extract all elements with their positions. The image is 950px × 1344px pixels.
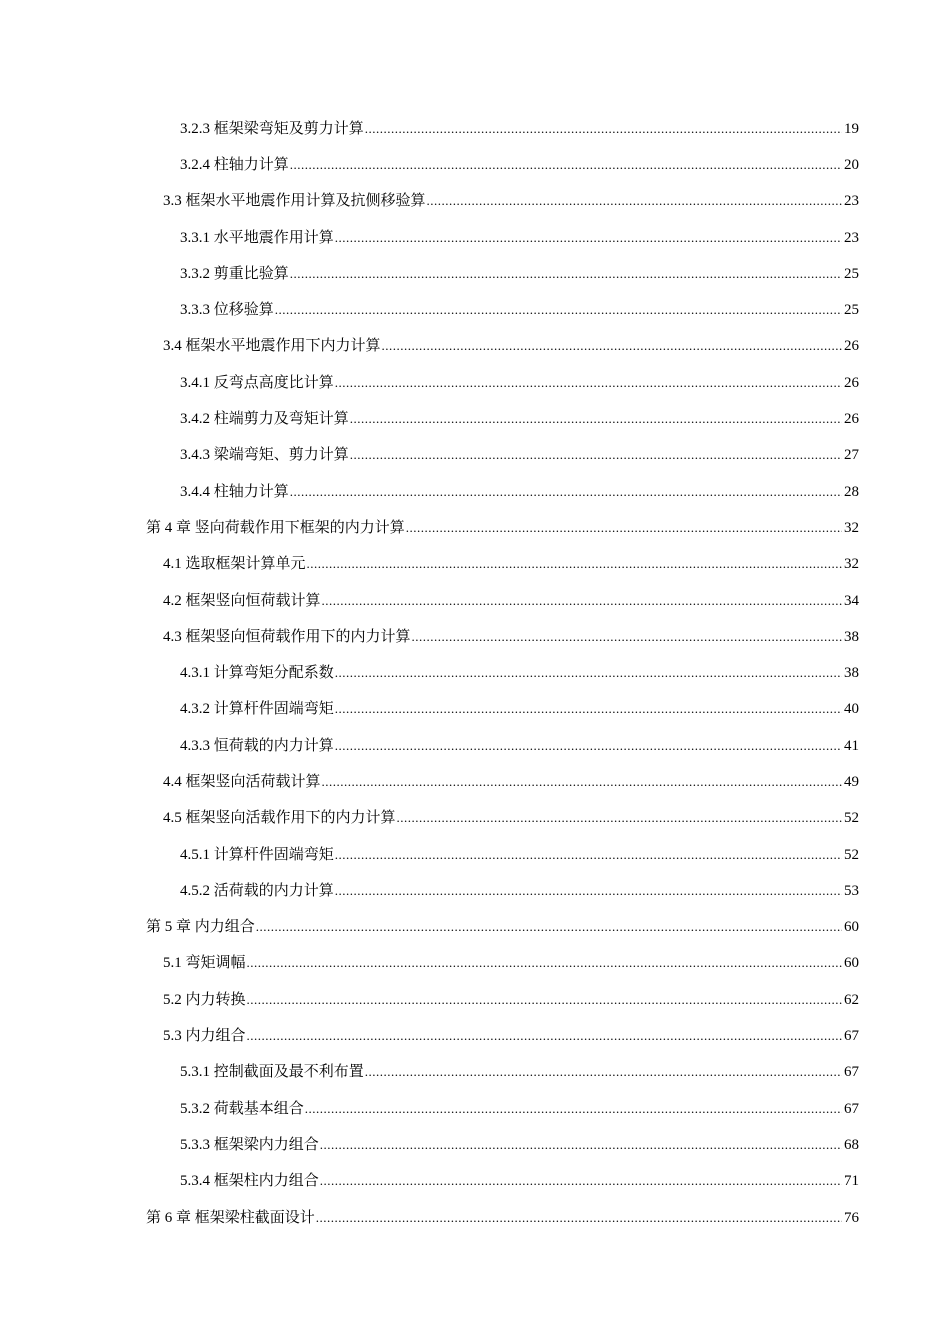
toc-entry[interactable] (0, 145, 950, 181)
toc-dot-leader (247, 1028, 842, 1044)
toc-entry-page-number: 26 (844, 374, 859, 391)
toc-dot-leader (307, 556, 842, 572)
toc-dot-leader (320, 1173, 842, 1189)
toc-entry[interactable] (0, 1125, 950, 1161)
toc-entry-title: 3.2.4 柱轴力计算 (180, 156, 289, 173)
toc-entry-title: 4.5 框架竖向活载作用下的内力计算 (163, 810, 396, 827)
toc-entry-page-number: 53 (844, 882, 859, 899)
toc-entry[interactable] (0, 726, 950, 762)
toc-dot-leader (290, 157, 842, 173)
toc-dot-leader (397, 810, 842, 826)
toc-entry-page-number: 67 (844, 1100, 859, 1117)
toc-entry[interactable] (0, 472, 950, 508)
toc-entry[interactable] (0, 762, 950, 798)
toc-entry[interactable] (0, 218, 950, 254)
toc-entry-page-number: 67 (844, 1028, 859, 1045)
toc-dot-leader (256, 919, 842, 935)
toc-entry-page-number: 41 (844, 737, 859, 754)
toc-entry-page-number: 76 (844, 1209, 859, 1226)
toc-entry-title: 3.4.1 反弯点高度比计算 (180, 374, 334, 391)
toc-dot-leader (290, 266, 842, 282)
toc-entry-title: 3.3.1 水平地震作用计算 (180, 229, 334, 246)
toc-entry-title: 4.3.2 计算杆件固端弯矩 (180, 701, 334, 718)
toc-entry-page-number: 52 (844, 810, 859, 827)
toc-dot-leader (335, 665, 842, 681)
toc-dot-leader (335, 847, 842, 863)
toc-dot-leader (350, 447, 842, 463)
toc-entry-page-number: 62 (844, 991, 859, 1008)
toc-entry-page-number: 71 (844, 1173, 859, 1190)
toc-entry[interactable] (0, 508, 950, 544)
toc-entry-title: 4.2 框架竖向恒荷载计算 (163, 592, 321, 609)
toc-entry-title: 5.3.3 框架梁内力组合 (180, 1136, 319, 1153)
toc-dot-leader (335, 375, 842, 391)
toc-entry[interactable] (0, 835, 950, 871)
toc-entry[interactable] (0, 653, 950, 689)
toc-entry-page-number: 28 (844, 483, 859, 500)
toc-entry-title: 3.3.3 位移验算 (180, 302, 274, 319)
toc-dot-leader (406, 520, 842, 536)
toc-entry[interactable] (0, 254, 950, 290)
toc-entry[interactable] (0, 908, 950, 944)
toc-entry-title: 3.2.3 框架梁弯矩及剪力计算 (180, 120, 364, 137)
toc-entry-title: 3.3 框架水平地震作用计算及抗侧移验算 (163, 193, 426, 210)
toc-entry-title: 5.3.1 控制截面及最不利布置 (180, 1064, 364, 1081)
toc-entry[interactable] (0, 1198, 950, 1234)
toc-entry[interactable] (0, 1162, 950, 1198)
toc-entry-page-number: 25 (844, 265, 859, 282)
toc-dot-leader (365, 1064, 842, 1080)
toc-entry[interactable] (0, 436, 950, 472)
toc-entry-page-number: 23 (844, 193, 859, 210)
toc-entry[interactable] (0, 617, 950, 653)
toc-entry-title: 第 5 章 内力组合 (146, 919, 255, 936)
toc-entry-page-number: 26 (844, 338, 859, 355)
toc-entry-title: 3.4.2 柱端剪力及弯矩计算 (180, 411, 349, 428)
toc-dot-leader (275, 302, 842, 318)
toc-entry[interactable] (0, 363, 950, 399)
toc-entry-title: 4.3 框架竖向恒荷载作用下的内力计算 (163, 628, 411, 645)
toc-entry-page-number: 60 (844, 919, 859, 936)
toc-entry-page-number: 38 (844, 628, 859, 645)
toc-dot-leader (335, 738, 842, 754)
toc-entry-page-number: 23 (844, 229, 859, 246)
toc-entry-title: 5.3.2 荷载基本组合 (180, 1100, 304, 1117)
toc-entry-title: 4.3.3 恒荷载的内力计算 (180, 737, 334, 754)
toc-entry-title: 5.3.4 框架柱内力组合 (180, 1173, 319, 1190)
toc-entry-title: 3.4.3 梁端弯矩、剪力计算 (180, 447, 349, 464)
toc-entry-title: 5.2 内力转换 (163, 991, 246, 1008)
toc-entry[interactable] (0, 944, 950, 980)
toc-entry-page-number: 26 (844, 411, 859, 428)
toc-entry-page-number: 20 (844, 156, 859, 173)
toc-dot-leader (320, 1137, 842, 1153)
toc-entry-page-number: 60 (844, 955, 859, 972)
toc-dot-leader (322, 774, 842, 790)
toc-entry-page-number: 27 (844, 447, 859, 464)
toc-entry-title: 5.1 弯矩调幅 (163, 955, 246, 972)
toc-entry-page-number: 67 (844, 1064, 859, 1081)
toc-entry-title: 5.3 内力组合 (163, 1028, 246, 1045)
toc-dot-leader (247, 992, 842, 1008)
toc-entry-page-number: 40 (844, 701, 859, 718)
toc-entry[interactable] (0, 1089, 950, 1125)
toc-entry[interactable] (0, 182, 950, 218)
toc-entry[interactable] (0, 290, 950, 326)
toc-entry[interactable] (0, 545, 950, 581)
toc-entry[interactable] (0, 1053, 950, 1089)
toc-entry-title: 4.5.1 计算杆件固端弯矩 (180, 846, 334, 863)
toc-entry-title: 3.4.4 柱轴力计算 (180, 483, 289, 500)
toc-dot-leader (412, 629, 842, 645)
table-of-contents (0, 109, 950, 1234)
toc-entry-page-number: 32 (844, 556, 859, 573)
toc-entry-page-number: 19 (844, 120, 859, 137)
toc-entry-page-number: 68 (844, 1136, 859, 1153)
toc-dot-leader (335, 701, 842, 717)
toc-dot-leader (382, 338, 842, 354)
toc-entry[interactable] (0, 109, 950, 145)
toc-dot-leader (350, 411, 842, 427)
toc-entry[interactable] (0, 327, 950, 363)
toc-entry-page-number: 32 (844, 519, 859, 536)
toc-entry-page-number: 38 (844, 665, 859, 682)
toc-dot-leader (305, 1101, 842, 1117)
toc-entry[interactable] (0, 799, 950, 835)
toc-entry-page-number: 34 (844, 592, 859, 609)
toc-entry[interactable] (0, 581, 950, 617)
toc-entry-title: 第 6 章 框架梁柱截面设计 (146, 1209, 315, 1226)
toc-dot-leader (322, 593, 842, 609)
toc-entry[interactable] (0, 871, 950, 907)
toc-entry-title: 4.3.1 计算弯矩分配系数 (180, 665, 334, 682)
toc-dot-leader (365, 121, 842, 137)
toc-entry-title: 4.4 框架竖向活荷载计算 (163, 773, 321, 790)
toc-dot-leader (427, 193, 842, 209)
toc-dot-leader (316, 1210, 842, 1226)
toc-entry[interactable] (0, 399, 950, 435)
toc-entry-title: 第 4 章 竖向荷载作用下框架的内力计算 (146, 519, 405, 536)
toc-entry[interactable] (0, 1016, 950, 1052)
toc-entry-title: 4.1 选取框架计算单元 (163, 556, 306, 573)
toc-entry-title: 3.4 框架水平地震作用下内力计算 (163, 338, 381, 355)
toc-entry[interactable] (0, 690, 950, 726)
toc-entry-title: 3.3.2 剪重比验算 (180, 265, 289, 282)
toc-entry-page-number: 49 (844, 773, 859, 790)
toc-dot-leader (247, 955, 842, 971)
toc-dot-leader (335, 883, 842, 899)
toc-entry[interactable] (0, 980, 950, 1016)
toc-dot-leader (335, 230, 842, 246)
toc-entry-page-number: 25 (844, 302, 859, 319)
toc-entry-title: 4.5.2 活荷载的内力计算 (180, 882, 334, 899)
toc-dot-leader (290, 484, 842, 500)
toc-entry-page-number: 52 (844, 846, 859, 863)
